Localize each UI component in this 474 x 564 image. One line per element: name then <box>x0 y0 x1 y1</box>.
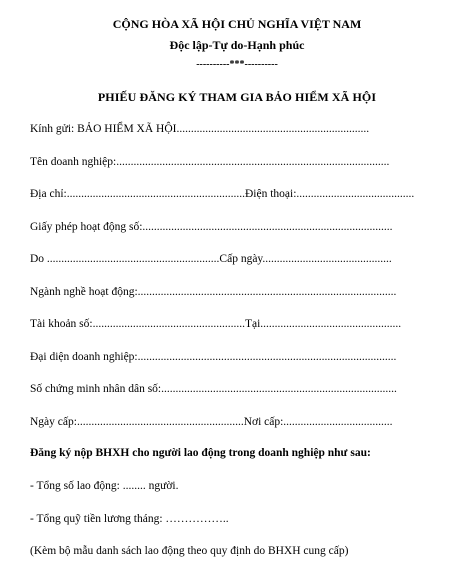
nation-heading: CỘNG HÒA XÃ HỘI CHỦ NGHĨA VIỆT NAM <box>112 17 362 31</box>
item-total-salary: - Tổng quỹ tiền lương tháng: …………….. <box>30 513 229 525</box>
field-company-name: Tên doanh nghiệp:............................................................................................... <box>30 156 390 168</box>
field-address-phone: Địa chỉ:..............................................................Điện thoại:......................................... <box>30 188 415 200</box>
header-divider: ----------***---------- <box>196 59 278 70</box>
motto: Độc lập-Tự do-Hạnh phúc <box>169 38 305 52</box>
field-bank-account: Tài khoản số:.....................................................Tại................................................. <box>30 318 402 330</box>
field-issued-by-date: Do ............................................................Cấp ngày............................................. <box>30 253 392 265</box>
field-business-line: Ngành nghề hoạt động:.......................................................................................... <box>30 286 397 298</box>
field-recipient: Kính gửi: BẢO HIỂM XÃ HỘI................................................................... <box>30 123 370 135</box>
field-issue-date-place: Ngày cấp:..........................................................Nơi cấp:...................................... <box>30 416 393 428</box>
field-representative: Đại diện doanh nghiệp:.......................................................................................... <box>30 351 397 363</box>
form-title: PHIẾU ĐĂNG KÝ THAM GIA BẢO HIỂM XÃ HỘI <box>97 90 377 104</box>
attachment-note: (Kèm bộ mẫu danh sách lao động theo quy định do BHXH cung cấp) <box>30 545 349 557</box>
field-license-number: Giấy phép hoạt động số:....................................................................................... <box>30 221 393 233</box>
field-id-number: Số chứng minh nhân dân số:.................................................................................. <box>30 383 397 395</box>
item-total-workers: - Tổng số lao động: ........ người. <box>30 480 179 492</box>
section-heading: Đăng ký nộp BHXH cho người lao động trong doanh nghiệp như sau: <box>30 447 371 459</box>
